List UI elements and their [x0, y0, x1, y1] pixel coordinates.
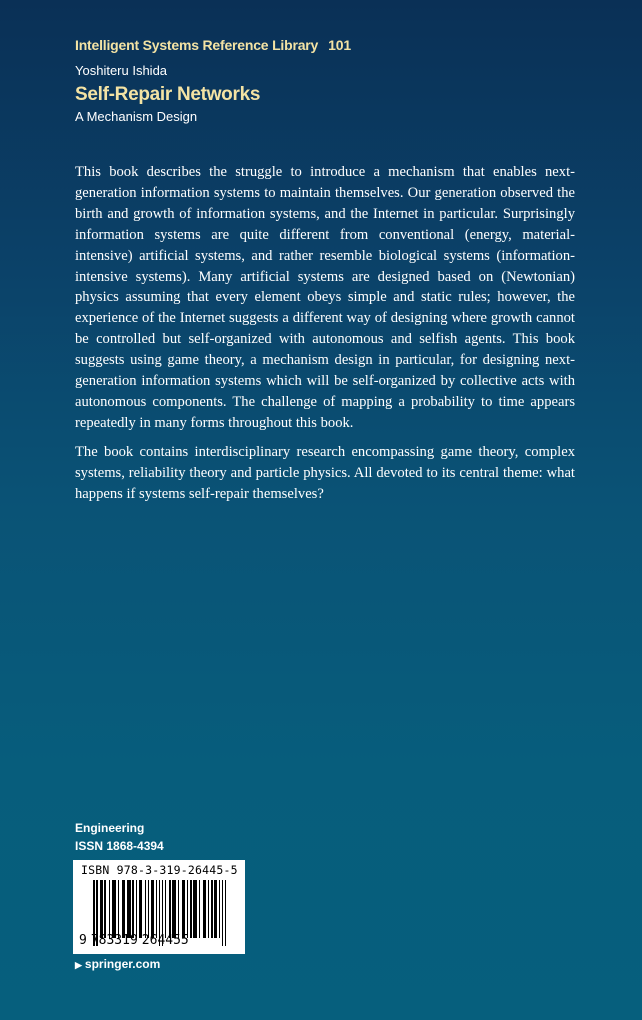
- description-paragraph-1: This book describes the struggle to introduce a mechanism that enables next-generation information systems to maintain themselves. Our generation observed the birth and growth of information systems, and the Internet in particular. Surprisingly information systems are quite different from conventional (energy, material-intensive) artificial systems, and rather resemble biological systems (information-intensive systems). Many artificial systems are designed based on (Newtonian) physics assuming that every element obeys simple and static rules; however, the experience of the Internet suggests a different way of designing where growth cannot be controlled but self-organized with autonomous and selfish agents. This book suggests using game theory, a mechanism design in particular, for designing next-generation information systems which will be self-organized by collective acts with autonomous components. The challenge of mapping a probability to time appears repeatedly in many forms throughout this book.: [75, 164, 575, 431]
- publisher-link-text[interactable]: springer.com: [84, 957, 161, 971]
- series-volume: 101: [328, 37, 351, 53]
- subject-label: Engineering: [75, 821, 145, 835]
- description-paragraph-2: The book contains interdisciplinary research encompassing game theory, complex systems, reliability theory and particle physics. All devoted to its central theme: what happens if systems self-repair themselves?: [75, 443, 575, 502]
- series-title: [75, 37, 351, 53]
- barcode-group-2: 264455: [141, 933, 189, 948]
- book-description: [75, 162, 575, 513]
- series-name: Intelligent Systems Reference Library: [75, 37, 319, 53]
- barcode-digits: [79, 933, 189, 948]
- barcode-bars: [93, 880, 239, 938]
- barcode-group-1: 783319: [90, 933, 138, 948]
- book-title: Self-Repair Networks: [75, 84, 261, 105]
- play-arrow-icon: ▶: [75, 960, 82, 970]
- isbn-barcode: [73, 860, 245, 954]
- author-name: Yoshiteru Ishida: [75, 63, 168, 78]
- barcode-lead-digit: 9: [79, 933, 87, 948]
- book-subtitle: A Mechanism Design: [75, 109, 198, 124]
- issn-label: ISSN 1868-4394: [75, 839, 164, 853]
- isbn-label: ISBN 978-3-319-26445-5: [81, 863, 238, 877]
- publisher-link[interactable]: [75, 957, 160, 971]
